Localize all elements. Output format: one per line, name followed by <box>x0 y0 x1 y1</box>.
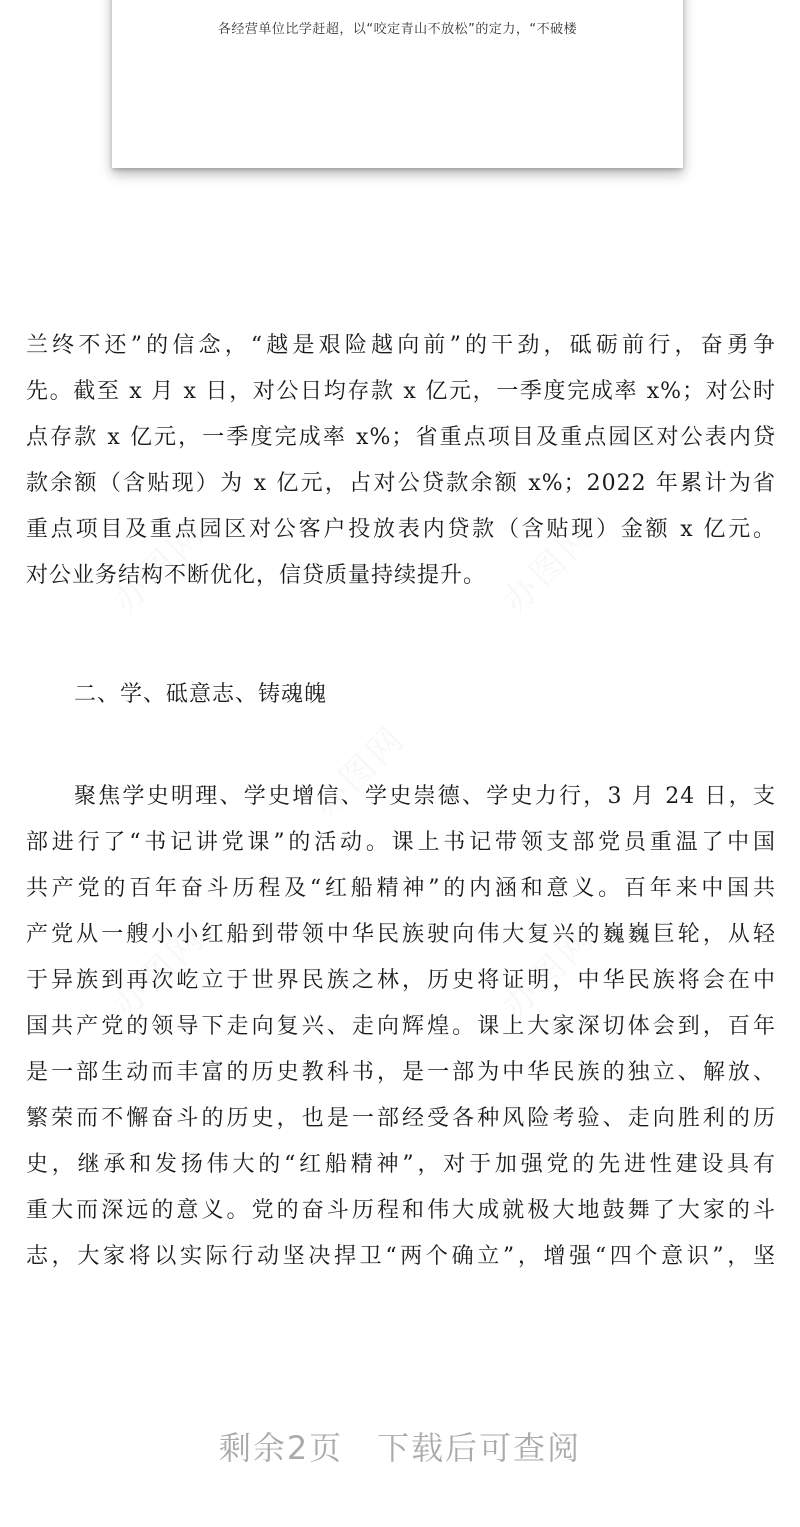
text-line: 聚焦学史明理、学史增信、学史崇德、学史力行，3 月 24 日，支 <box>74 784 776 809</box>
paragraph-business-results <box>26 323 776 599</box>
preview-page-text: 各经营单位比学赶超，以“咬定青山不放松”的定力，“不破楼 <box>217 22 578 37</box>
text-line: 史，继承和发扬伟大的“红船精神”，对于加强党的先进性建设具有 <box>26 1152 776 1177</box>
section-heading: 二、学、砥意志、铸魂魄 <box>74 682 328 707</box>
text-line: 国共产党的领导下走向复兴、走向辉煌。课上大家深切体会到，百年 <box>26 1014 776 1039</box>
watermark-1: 办图网 <box>105 512 214 622</box>
paragraph-party-study <box>26 774 776 1280</box>
text-line: 于异族到再次屹立于世界民族之林，历史将证明，中华民族将会在中 <box>26 968 776 993</box>
remaining-pages-download-banner[interactable]: 剩余2页 下载后可查阅 <box>218 1429 582 1467</box>
text-line: 对公业务结构不断优化，信贷质量持续提升。 <box>26 563 487 588</box>
text-line: 款余额（含贴现）为 x 亿元，占对公贷款余额 x%；2022 年累计为省 <box>26 471 776 496</box>
text-line: 志，大家将以实际行动坚决捍卫“两个确立”，增强“四个意识”，坚 <box>26 1244 776 1269</box>
watermark-5: 办图网 <box>495 917 604 1027</box>
text-line: 是一部生动而丰富的历史教科书，是一部为中华民族的独立、解放、 <box>26 1060 776 1085</box>
text-line: 重大而深远的意义。党的奋斗历程和伟大成就极大地鼓舞了大家的斗 <box>26 1198 776 1223</box>
watermark-4: 办图网 <box>105 917 214 1027</box>
text-line: 共产党的百年奋斗历程及“红船精神”的内涵和意义。百年来中国共 <box>26 876 776 901</box>
text-line: 繁荣而不懈奋斗的历史，也是一部经受各种风险考验、走向胜利的历 <box>26 1106 776 1131</box>
watermark-2: 办图网 <box>495 512 604 622</box>
text-line: 重点项目及重点园区对公客户投放表内贷款（含贴现）金额 x 亿元。 <box>26 517 776 542</box>
preview-page-card <box>112 0 683 168</box>
text-line: 点存款 x 亿元，一季度完成率 x%；省重点项目及重点园区对公表内贷 <box>26 425 776 450</box>
watermark-3: 办图网 <box>305 717 414 827</box>
text-line: 兰终不还”的信念，“越是艰险越向前”的干劲，砥砺前行，奋勇争 <box>26 333 776 358</box>
text-line: 部进行了“书记讲党课”的活动。课上书记带领支部党员重温了中国 <box>26 830 776 855</box>
text-line: 产党从一艘小小红船到带领中华民族驶向伟大复兴的巍巍巨轮，从轻 <box>26 922 776 947</box>
text-line: 先。截至 x 月 x 日，对公日均存款 x 亿元，一季度完成率 x%；对公时 <box>26 379 776 404</box>
